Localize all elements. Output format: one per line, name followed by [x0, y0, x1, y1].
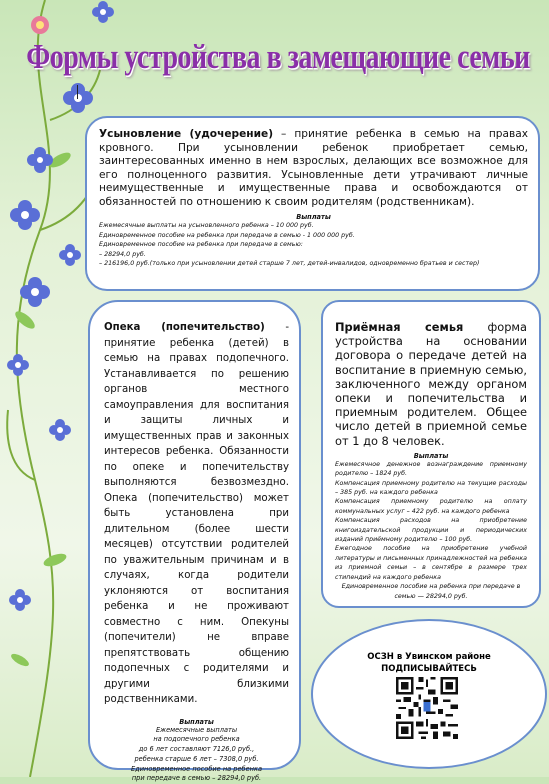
payment-item: Компенсация приемному родителю на оплату коммунальных услуг – 422 руб. на каждого ребенка — [335, 497, 527, 516]
payment-item: при передаче в семью – 28294,0 руб. — [104, 774, 289, 784]
payment-item: Единовременное пособие на ребенка — [104, 765, 289, 775]
guardianship-text: - принятие ребенка (детей) в семью на правах подопечного. Устанавливается по решению органов местного самоуправления для воспитания и защиты личных и имущественных прав и законных интересов ребенка. Обязанности по опеке и попечительству выполняются безвозмездно. Опека (попечительство) может быть установлена при длительном (более шести месяцев) отсутствии родителей по уважительным причинам и в случаях, когда родители уклоняются от воспитания ребенка и не проживают совместно с ним. Опекуны (попечители) не вправе препятствовать общению подопечных с родителями и другими близкими родственниками. — [104, 322, 289, 705]
payment-item: Ежемесячное денежное вознаграждение приемному родителю – 1824 руб. — [335, 460, 527, 479]
payment-item: Компенсация расходов на приобретение книгоиздательской продукции и периодических изданий приёмному родителю – 100 руб. — [335, 516, 527, 544]
payment-item: Ежегодное пособие на приобретение учебной литературы и письменных принадлежностей на ребенка из приемной семьи – в сентябре в размере трех стипендий на каждого ребенка — [335, 544, 527, 582]
payment-item: до 6 лет составляют 7126,0 руб., — [104, 745, 289, 755]
adoption-payments — [99, 221, 528, 269]
contact-cta: ПОДПИСЫВАЙТЕСЬ — [313, 663, 545, 675]
guardianship-term: Опека (попечительство) — [104, 322, 265, 333]
guardianship-payments-heading: Выплаты — [104, 718, 289, 726]
text-cursor — [77, 85, 78, 99]
adoption-payments-heading: Выплаты — [99, 213, 528, 221]
payment-item: ребенка старше 6 лет – 7308,0 руб. — [104, 755, 289, 765]
payment-item: Единовременное пособие на ребенка при передаче в семью: — [99, 240, 528, 250]
payment-item: – 28294,0 руб. — [99, 250, 528, 260]
payment-item: Компенсация приемному родителю на текущие расходы – 385 руб. на каждого ребенка — [335, 479, 527, 498]
foster-payments-heading: Выплаты — [335, 452, 527, 460]
adoption-term: Усыновление (удочерение) — [99, 128, 273, 140]
foster-family-card — [321, 300, 541, 608]
payment-item: Единовременное пособие на ребенка при передаче в семью - 1 000 000 руб. — [99, 231, 528, 241]
guardianship-description — [104, 320, 289, 708]
adoption-description — [99, 128, 528, 209]
adoption-text: – принятие ребенка в семью на правах кровного. При усыновлении ребенок приобретает семью, заинтересованных именно в нем взрослых, делающих все возможное для его полноценного развития. Усыновленные дети утрачивают личные неимущественные и имущественные права и освобождаются от обязанностей по отношению к своим родителям (родственникам). — [99, 128, 528, 208]
payment-item: – 216196,0 руб.(только при усыновлении детей старше 7 лет, детей-инвалидов, одновременно братьев и сестер) — [99, 259, 528, 269]
guardianship-payments — [104, 726, 289, 784]
payment-item: Ежемесячные выплаты на усыновленного ребенка – 10 000 руб. — [99, 221, 528, 231]
payment-item: на подопечного ребенка — [104, 735, 289, 745]
foster-term: Приёмная семья — [335, 320, 463, 334]
foster-description — [335, 320, 527, 448]
foster-text: форма устройства на основании договора о передаче детей на воспитание в приемную семью, заключенного между органом опеки и попечительства и приемным родителем. Общее число детей в приемной семье от 1 до 8 человек. — [335, 320, 527, 448]
subscribe-oval — [311, 619, 547, 769]
payment-item: Ежемесячные выплаты — [104, 726, 289, 736]
adoption-card — [85, 116, 540, 291]
page-title: Формы устройства в замещающие семьи — [8, 38, 548, 78]
payment-item: Единовременное пособие на ребенка при передаче в семью — 28294,0 руб. — [335, 582, 527, 601]
qr-code-icon[interactable] — [396, 677, 458, 739]
guardianship-card — [88, 300, 301, 770]
contact-org: ОСЗН в Увинском районе — [313, 651, 545, 663]
foster-payments — [335, 460, 527, 601]
